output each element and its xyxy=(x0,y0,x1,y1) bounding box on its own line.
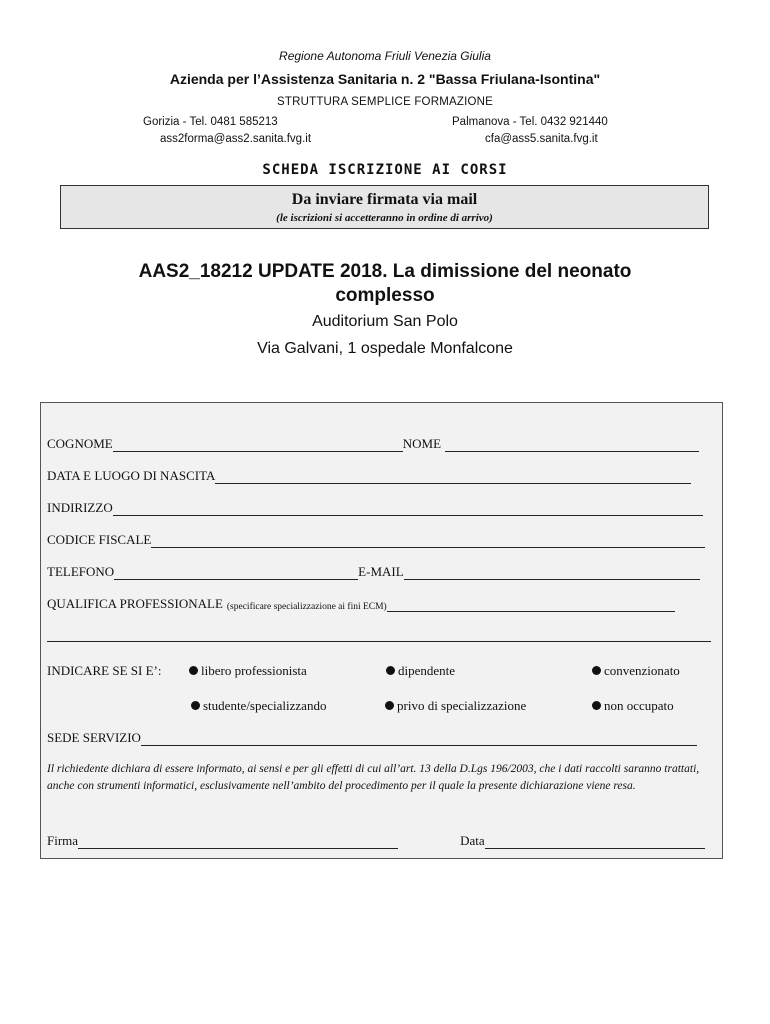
struttura-name: STRUTTURA SEMPLICE FORMAZIONE xyxy=(276,96,493,108)
option-libero-label: libero professionista xyxy=(201,663,307,678)
birth-row xyxy=(47,468,691,484)
cognome-field[interactable] xyxy=(113,439,403,452)
contact-row xyxy=(47,564,700,580)
apple-bullet-icon xyxy=(191,701,200,710)
send-instructions-banner xyxy=(60,185,709,229)
telefono-field[interactable] xyxy=(114,567,358,580)
gorizia-email: ass2forma@ass2.sanita.fvg.it xyxy=(160,133,312,145)
palmanova-phone: Palmanova - Tel. 0432 921440 xyxy=(452,116,608,128)
option-non-occupato-label: non occupato xyxy=(604,698,674,713)
course-title: AAS2_18212 UPDATE 2018. La dimissione del neonato complesso xyxy=(138,261,632,306)
indirizzo-label: INDIRIZZO xyxy=(47,500,113,515)
telefono-label: TELEFONO xyxy=(47,564,115,579)
gorizia-phone: Gorizia - Tel. 0481 585213 xyxy=(143,116,278,128)
scheda-title: SCHEDA ISCRIZIONE AI CORSI xyxy=(262,162,508,178)
banner-main-text: Da inviare firmata via mail xyxy=(291,191,478,208)
palmanova-email: cfa@ass5.sanita.fvg.it xyxy=(485,133,598,145)
signature-row xyxy=(47,833,705,849)
apple-bullet-icon xyxy=(592,701,601,710)
apple-bullet-icon xyxy=(592,666,601,675)
apple-bullet-icon xyxy=(189,666,198,675)
banner-note: (le iscrizioni si accetteranno in ordine di arrivo) xyxy=(276,212,493,224)
firma-label: Firma xyxy=(47,833,79,848)
email-label: E-MAIL xyxy=(358,564,404,579)
email-field[interactable] xyxy=(404,567,700,580)
privacy-statement: Il richiedente dichiara di essere informato, ai sensi e per gli effetti di cui all’art. 13 della D.Lgs 196/2003, che i dati raccolti saranno trattati, anche con strumenti informatici, esclusivamente nell’ambito del procedimento per il quale la presente dichiarazione viene resa. xyxy=(47,763,700,792)
option-privo[interactable] xyxy=(385,698,526,714)
option-dipendente[interactable] xyxy=(386,663,455,679)
venue-name: Auditorium San Polo xyxy=(312,313,458,330)
option-studente[interactable] xyxy=(191,698,326,714)
firma-field[interactable] xyxy=(78,836,398,849)
option-privo-label: privo di specializzazione xyxy=(397,698,527,713)
option-dipendente-label: dipendente xyxy=(398,663,456,678)
option-convenzionato-label: convenzionato xyxy=(604,663,680,678)
data-luogo-label: DATA E LUOGO DI NASCITA xyxy=(47,468,216,483)
indirizzo-field[interactable] xyxy=(113,503,703,516)
registration-form xyxy=(40,402,723,859)
sede-row xyxy=(47,730,697,746)
apple-bullet-icon xyxy=(385,701,394,710)
sede-field[interactable] xyxy=(141,733,697,746)
region-name: Regione Autonoma Friuli Venezia Giulia xyxy=(279,49,491,63)
qualifica-row xyxy=(47,596,675,612)
azienda-name: Azienda per l’Assistenza Sanitaria n. 2 "Bassa Friulana-Isontina" xyxy=(169,71,601,87)
option-libero[interactable] xyxy=(189,663,307,679)
data-field[interactable] xyxy=(485,836,705,849)
cognome-label: COGNOME xyxy=(47,436,113,451)
address-row xyxy=(47,500,703,516)
venue-address: Via Galvani, 1 ospedale Monfalcone xyxy=(257,340,513,357)
qualifica-extra-field[interactable] xyxy=(47,629,711,642)
fiscal-code-row xyxy=(47,532,705,548)
data-luogo-field[interactable] xyxy=(215,471,691,484)
name-row xyxy=(47,436,699,452)
codice-fiscale-label: CODICE FISCALE xyxy=(47,532,152,547)
nome-field[interactable] xyxy=(445,439,699,452)
qualifica-label: QUALIFICA PROFESSIONALE xyxy=(47,596,223,611)
apple-bullet-icon xyxy=(386,666,395,675)
indicare-label: INDICARE SE SI E’: xyxy=(47,663,162,678)
qualifica-note: (specificare specializzazione ai fini ECM) xyxy=(226,602,387,612)
qualifica-field[interactable] xyxy=(387,599,675,612)
option-convenzionato[interactable] xyxy=(592,663,680,679)
data-label: Data xyxy=(460,833,485,848)
codice-fiscale-field[interactable] xyxy=(151,535,705,548)
option-studente-label: studente/specializzando xyxy=(203,698,327,713)
sede-label: SEDE SERVIZIO xyxy=(47,730,141,745)
option-non-occupato[interactable] xyxy=(592,698,674,714)
nome-label: NOME xyxy=(402,436,442,451)
qualifica-extra-row xyxy=(47,629,711,642)
